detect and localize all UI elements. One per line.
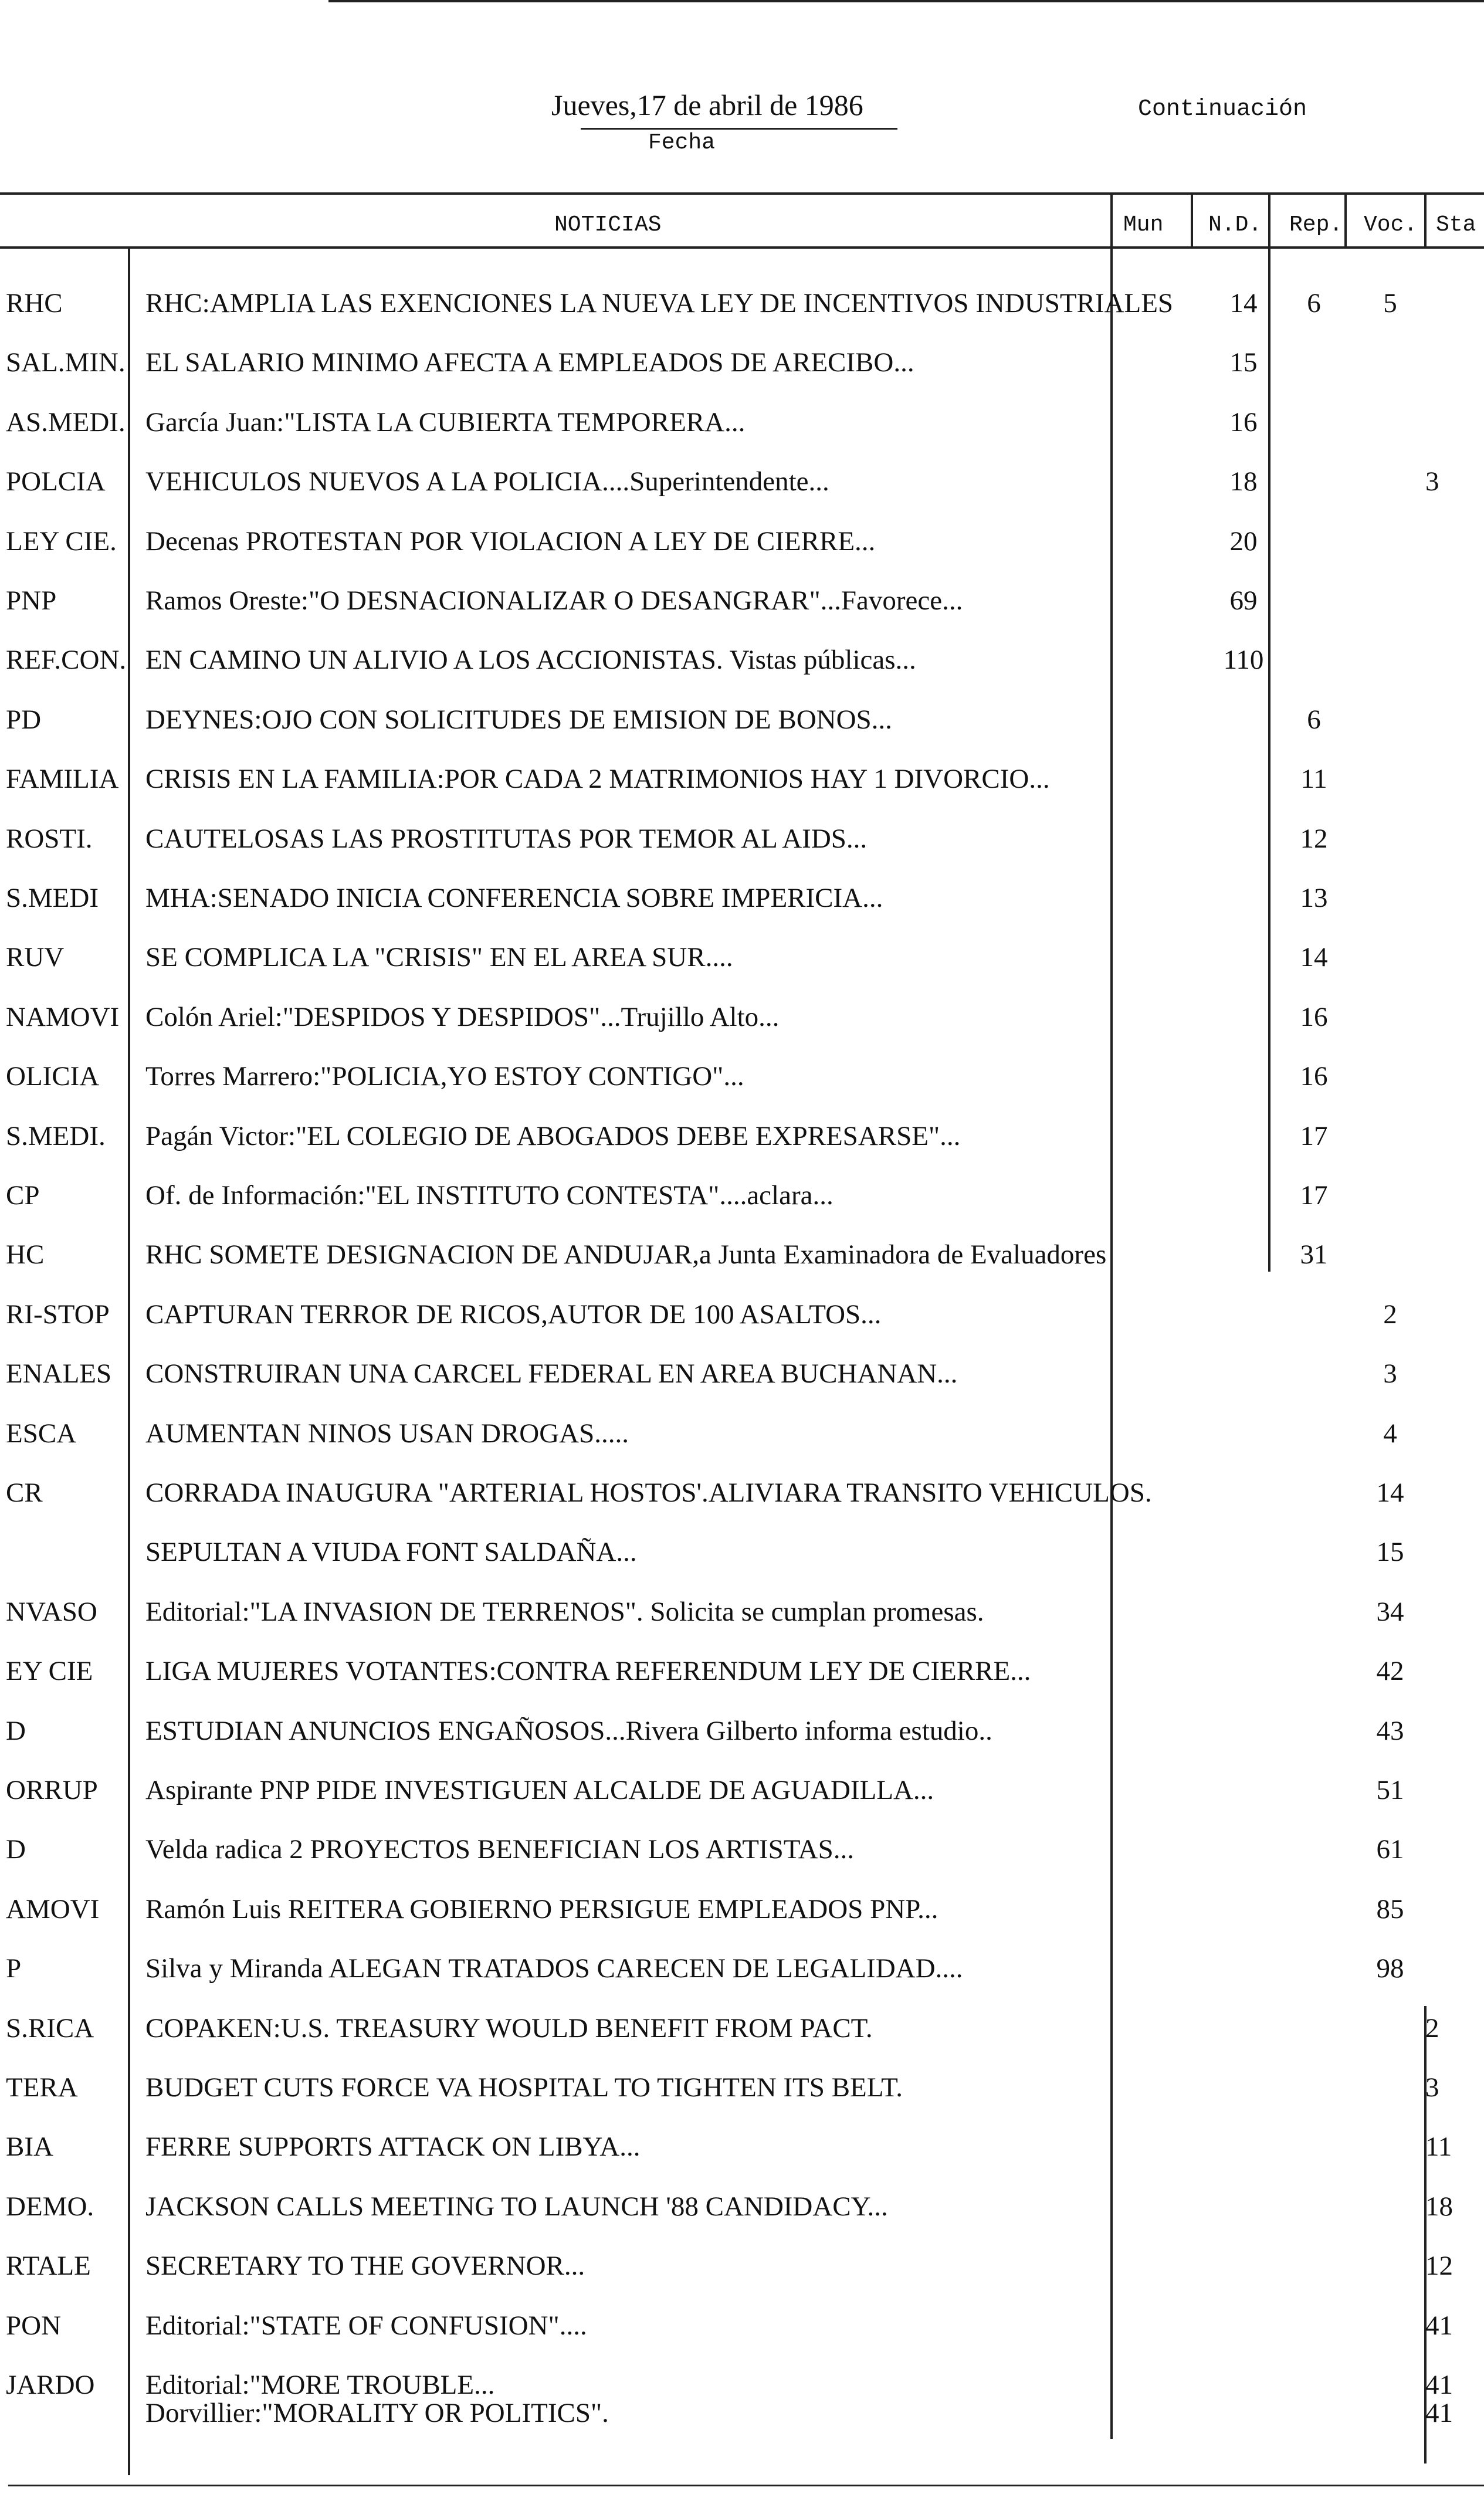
row-voc-page: 85 [1376,1894,1404,1924]
row-headline: RHC:AMPLIA LAS EXENCIONES LA NUEVA LEY DE INCENTIVOS INDUSTRIALES [145,288,1174,318]
row-headline: BUDGET CUTS FORCE VA HOSPITAL TO TIGHTEN ITS BELT. [145,2072,903,2103]
table-row [0,2397,1484,2456]
row-code: OLICIA [6,1061,100,1092]
row-code: ROSTI. [6,824,93,854]
row-code: LEY CIE. [6,526,117,557]
row-voc-page: 2 [1383,1299,1397,1330]
column-header-voc: Voc. [1364,212,1418,238]
row-rep-page: 14 [1300,942,1328,972]
table-row [0,1418,1484,1476]
row-headline: Ramos Oreste:"O DESNACIONALIZAR O DESANGRAR"...Favorece... [145,585,963,616]
row-rep-page: 12 [1300,824,1328,854]
row-headline: Pagán Victor:"EL COLEGIO DE ABOGADOS DEBE EXPRESARSE"... [145,1121,961,1151]
row-voc-page: 42 [1376,1656,1404,1686]
row-sta-page: 41 [1425,2370,1453,2400]
table-row [0,466,1484,524]
row-voc-page: 61 [1376,1834,1404,1865]
row-nd-page: 15 [1229,347,1258,378]
row-voc-page: 3 [1383,1358,1397,1389]
row-headline: Editorial:"STATE OF CONFUSION".... [145,2310,587,2341]
table-row [0,1655,1484,1714]
row-sta-page: 18 [1425,2191,1453,2222]
table-row [0,1834,1484,1892]
row-voc-page: 5 [1383,288,1397,318]
row-nd-page: 69 [1229,585,1258,616]
row-voc-page: 34 [1376,1597,1404,1627]
row-headline: CAUTELOSAS LAS PROSTITUTAS POR TEMOR AL AIDS... [145,824,868,854]
row-nd-page: 14 [1229,288,1258,318]
row-rep-page: 17 [1300,1180,1328,1211]
mun-column-right-divider [1191,192,1193,246]
row-headline: CORRADA INAUGURA "ARTERIAL HOSTOS'.ALIVIARA TRANSITO VEHICULOS. [145,1478,1152,1508]
row-code: TERA [6,2072,78,2103]
row-headline: Editorial:"LA INVASION DE TERRENOS". Solicita se cumplan promesas. [145,1597,984,1627]
row-code: PNP [6,585,57,616]
row-headline: Dorvillier:"MORALITY OR POLITICS". [145,2398,609,2428]
table-row [0,1477,1484,1536]
row-voc-page: 43 [1376,1716,1404,1746]
table-row [0,1715,1484,1774]
row-sta-page: 12 [1425,2251,1453,2281]
row-headline: SE COMPLICA LA "CRISIS" EN EL AREA SUR.... [145,942,733,972]
row-code: FAMILIA [6,764,119,794]
row-rep-page: 6 [1307,704,1321,735]
column-header-noticias: NOTICIAS [554,212,662,238]
row-code: D [6,1716,26,1746]
row-headline: CONSTRUIRAN UNA CARCEL FEDERAL EN AREA BUCHANAN... [145,1358,958,1389]
row-code: RTALE [6,2251,91,2281]
table-row [0,1596,1484,1655]
row-nd-page: 18 [1229,466,1258,497]
row-code: HC [6,1239,45,1270]
date-line: Jueves,17 de abril de 1986 [551,89,863,121]
row-headline: RHC SOMETE DESIGNACION DE ANDUJAR,a Junta Examinadora de Evaluadores [145,1239,1107,1270]
table-row [0,1358,1484,1417]
row-headline: LIGA MUJERES VOTANTES:CONTRA REFERENDUM LEY DE CIERRE... [145,1656,1031,1686]
row-headline: VEHICULOS NUEVOS A LA POLICIA....Superintendente... [145,466,829,497]
row-headline: ESTUDIAN ANUNCIOS ENGAÑOSOS...Rivera Gilberto informa estudio.. [145,1716,992,1746]
row-voc-page: 51 [1376,1775,1404,1805]
row-rep-page: 17 [1300,1121,1328,1151]
table-top-rule [0,192,1484,195]
row-headline: Silva y Miranda ALEGAN TRATADOS CARECEN DE LEGALIDAD.... [145,1953,963,1984]
row-code: ENALES [6,1358,112,1389]
row-headline: AUMENTAN NINOS USAN DROGAS..... [145,1418,629,1449]
table-row [0,882,1484,941]
row-headline: COPAKEN:U.S. TREASURY WOULD BENEFIT FROM PACT. [145,2013,873,2044]
row-sta-page: 11 [1425,2132,1452,2162]
row-headline: Colón Ariel:"DESPIDOS Y DESPIDOS"...Trujillo Alto... [145,1002,780,1032]
row-code: RI-STOP [6,1299,110,1330]
table-row [0,1536,1484,1595]
row-code: ESCA [6,1418,77,1449]
row-code: PD [6,704,42,735]
row-code: RHC [6,288,63,318]
table-row [0,1774,1484,1833]
row-headline: García Juan:"LISTA LA CUBIERTA TEMPORERA... [145,407,746,438]
table-row [0,2072,1484,2130]
table-row [0,2250,1484,2309]
table-row [0,287,1484,346]
table-row [0,763,1484,822]
row-code: PON [6,2310,62,2341]
row-code: SAL.MIN. [6,347,126,378]
column-header-rep: Rep. [1289,212,1343,238]
table-row [0,2012,1484,2071]
row-headline: EN CAMINO UN ALIVIO A LOS ACCIONISTAS. Vistas públicas... [145,645,916,675]
row-headline: Aspirante PNP PIDE INVESTIGUEN ALCALDE DE AGUADILLA... [145,1775,934,1805]
row-nd-page: 20 [1229,526,1258,557]
table-header-rule [0,246,1484,249]
table-row [0,526,1484,584]
row-code: S.RICA [6,2013,94,2044]
row-code: D [6,1834,26,1865]
table-row [0,1953,1484,2011]
row-voc-page: 14 [1376,1478,1404,1508]
rep-column-right-divider [1344,192,1347,246]
row-code: P [6,1953,22,1984]
table-row [0,941,1484,1000]
table-row [0,2131,1484,2190]
row-code: BIA [6,2132,53,2162]
table-row [0,704,1484,763]
table-row [0,644,1484,703]
row-voc-page: 4 [1383,1418,1397,1449]
continuation-label: Continuación [1138,96,1307,123]
row-sta-page: 3 [1425,2072,1439,2103]
voc-column-right-divider [1424,192,1427,246]
row-code: AS.MEDI. [6,407,126,438]
table-row [0,347,1484,405]
row-headline: SECRETARY TO THE GOVERNOR... [145,2251,585,2281]
row-headline: SEPULTAN A VIUDA FONT SALDAÑA... [145,1537,637,1567]
row-rep-page: 13 [1300,883,1328,913]
row-code: DEMO. [6,2191,94,2222]
row-sta-page: 41 [1425,2310,1453,2341]
table-row [0,585,1484,643]
row-code: S.MEDI. [6,1121,106,1151]
table-row [0,1239,1484,1297]
row-headline: CAPTURAN TERROR DE RICOS,AUTOR DE 100 ASALTOS... [145,1299,882,1330]
table-row [0,1120,1484,1179]
row-code: RUV [6,942,65,972]
top-rule [328,0,1484,2]
row-headline: DEYNES:OJO CON SOLICITUDES DE EMISION DE BONOS... [145,704,892,735]
row-rep-page: 16 [1300,1061,1328,1092]
column-header-nd: N.D. [1208,212,1262,238]
column-header-sta: Sta [1436,212,1476,238]
row-code: EY CIE [6,1656,93,1686]
row-headline: MHA:SENADO INICIA CONFERENCIA SOBRE IMPERICIA... [145,883,883,913]
row-code: POLCIA [6,466,106,497]
row-code: JARDO [6,2370,95,2400]
row-rep-page: 6 [1307,288,1321,318]
table-row [0,1060,1484,1119]
row-sta-page: 41 [1425,2398,1453,2428]
column-header-mun: Mun [1123,212,1164,238]
table-row [0,406,1484,465]
row-code: REF.CON. [6,645,127,675]
row-sta-page: 2 [1425,2013,1439,2044]
row-rep-page: 11 [1300,764,1327,794]
row-rep-page: 16 [1300,1002,1328,1032]
row-voc-page: 15 [1376,1537,1404,1567]
row-voc-page: 98 [1376,1953,1404,1984]
row-nd-page: 110 [1223,645,1264,675]
row-headline: Of. de Información:"EL INSTITUTO CONTESTA"....aclara... [145,1180,834,1211]
row-headline: Torres Marrero:"POLICIA,YO ESTOY CONTIGO"... [145,1061,744,1092]
row-headline: CRISIS EN LA FAMILIA:POR CADA 2 MATRIMONIOS HAY 1 DIVORCIO... [145,764,1050,794]
row-code: CR [6,1478,43,1508]
table-row [0,1001,1484,1060]
row-code: NAMOVI [6,1002,120,1032]
date-underline [581,128,897,130]
table-row [0,2310,1484,2368]
row-headline: JACKSON CALLS MEETING TO LAUNCH '88 CANDIDACY... [145,2191,888,2222]
row-sta-page: 3 [1425,466,1439,497]
row-code: S.MEDI [6,883,99,913]
row-code: CP [6,1180,40,1211]
table-row [0,1893,1484,1952]
row-code: AMOVI [6,1894,100,1924]
row-rep-page: 31 [1300,1239,1328,1270]
row-code: NVASO [6,1597,97,1627]
row-code: ORRUP [6,1775,98,1805]
row-headline: FERRE SUPPORTS ATTACK ON LIBYA... [145,2132,641,2162]
row-headline: Editorial:"MORE TROUBLE... [145,2370,495,2400]
row-headline: Decenas PROTESTAN POR VIOLACION A LEY DE CIERRE... [145,526,876,557]
row-headline: EL SALARIO MINIMO AFECTA A EMPLEADOS DE ARECIBO... [145,347,914,378]
date-caption: Fecha [648,130,716,155]
row-nd-page: 16 [1229,407,1258,438]
table-row [0,823,1484,882]
row-headline: Ramón Luis REITERA GOBIERNO PERSIGUE EMPLEADOS PNP... [145,1894,938,1924]
row-headline: Velda radica 2 PROYECTOS BENEFICIAN LOS ARTISTAS... [145,1834,855,1865]
table-bottom-rule [8,2485,1484,2486]
table-row [0,2191,1484,2249]
table-row [0,1180,1484,1238]
table-row [0,1299,1484,1357]
